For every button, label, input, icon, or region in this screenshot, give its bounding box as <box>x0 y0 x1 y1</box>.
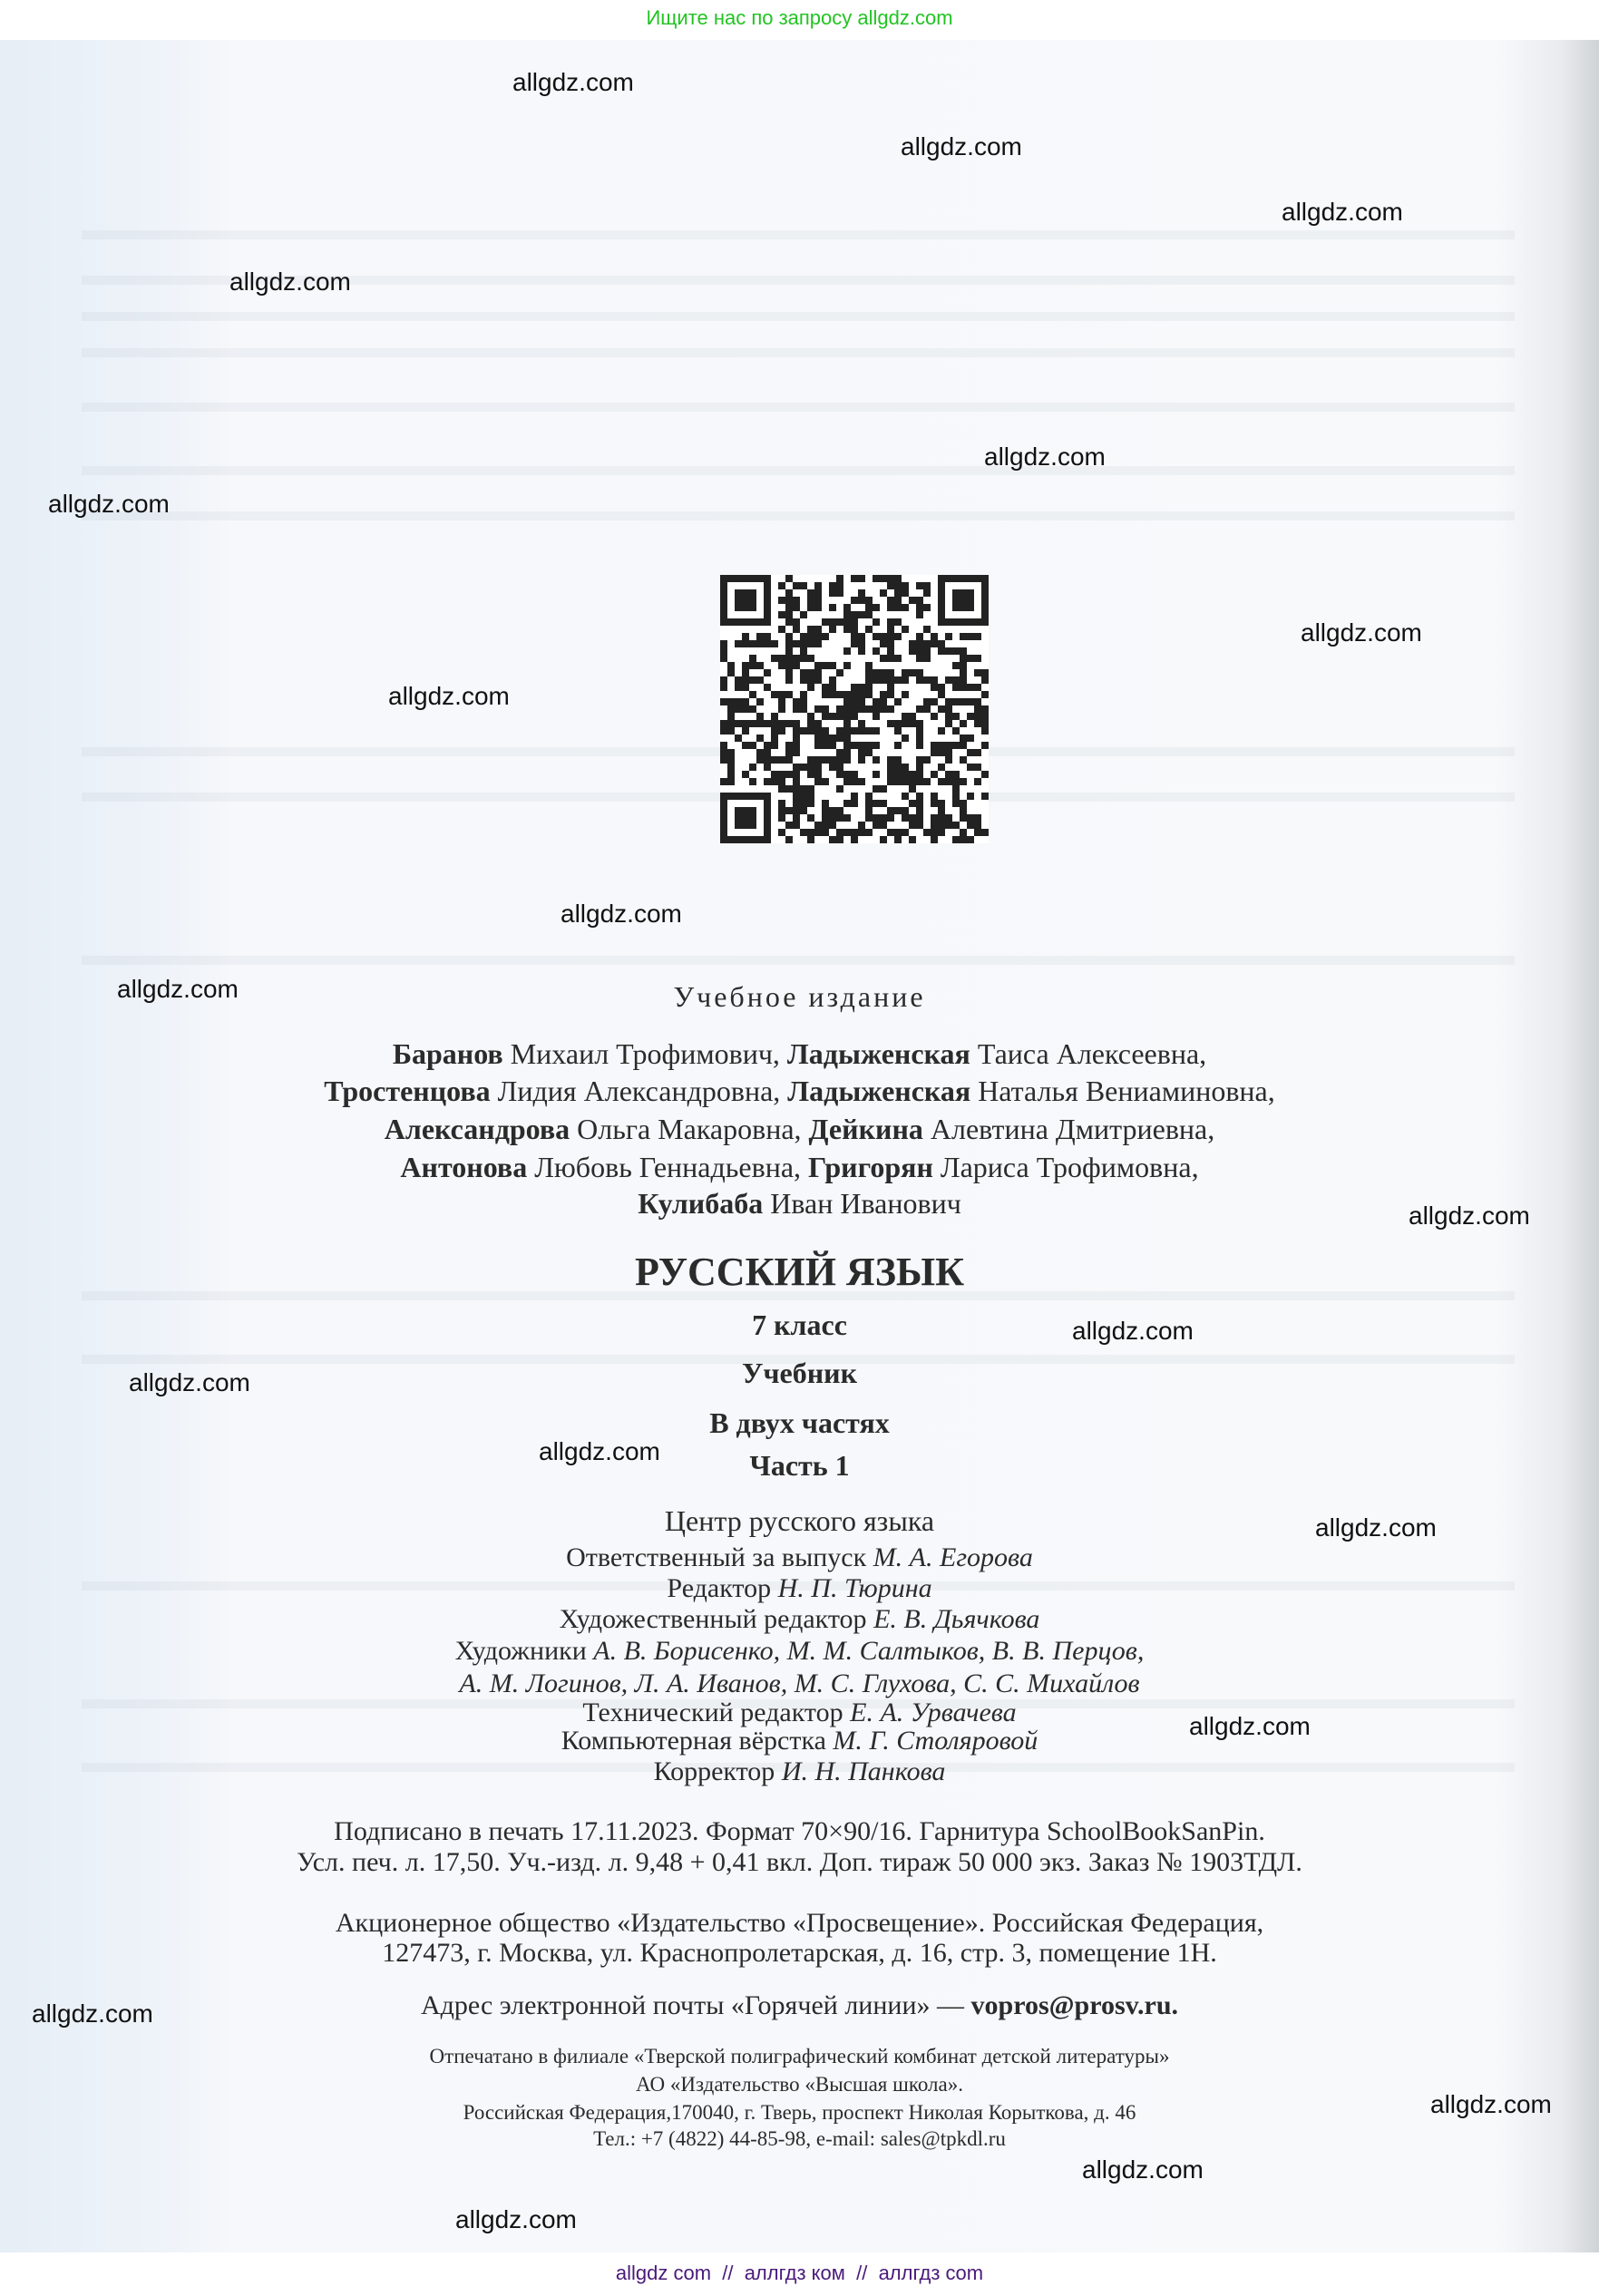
banner-text: Ищите нас по запросу allgdz.com <box>646 6 953 29</box>
watermark: allgdz.com <box>48 490 170 518</box>
watermark: allgdz.com <box>512 68 634 96</box>
author-surname: Ладыженская <box>786 1037 970 1070</box>
author-line <box>0 1036 1599 1071</box>
book-type: Учебник <box>741 1357 858 1389</box>
hotline-email: vopros@prosv.ru. <box>970 1990 1179 2020</box>
hotline-label: Адрес электронной почты «Горячей линии» — <box>420 1990 971 2020</box>
parts: В двух частях <box>709 1406 890 1439</box>
staff-role: Художественный редактор <box>559 1604 874 1634</box>
part: Часть 1 <box>749 1449 850 1482</box>
publisher-1: Акционерное общество «Издательство «Просвещение». Российская Федерация, <box>335 1908 1264 1938</box>
bottom-footer[interactable] <box>0 2252 1599 2296</box>
staff-line <box>0 1634 1599 1668</box>
staff-line <box>0 1755 1599 1789</box>
watermark: allgdz.com <box>1301 618 1422 647</box>
watermark: allgdz.com <box>1430 2090 1552 2118</box>
watermark: allgdz.com <box>455 2205 577 2233</box>
watermark: allgdz.com <box>229 268 351 296</box>
staff-name: Н. П. Тюрина <box>777 1573 932 1603</box>
staff-name: Е. В. Дьячкова <box>873 1604 1040 1634</box>
staff-role: Компьютерная вёрстка <box>561 1726 834 1756</box>
author-surname: Кулибаба <box>638 1187 764 1220</box>
book-title: РУССКИЙ ЯЗЫК <box>634 1250 965 1294</box>
staff-line <box>0 1724 1599 1758</box>
print-info-2: Усл. печ. л. 17,50. Уч.-изд. л. 9,48 + 0,41 вкл. Доп. тираж 50 000 экз. Заказ № 1903ТДЛ. <box>297 1847 1302 1877</box>
hotline <box>0 1989 1599 2023</box>
watermark: allgdz.com <box>117 975 239 1003</box>
edition-type: Учебное издание <box>673 980 926 1013</box>
center-name: Центр русского языка <box>664 1504 935 1537</box>
watermark: allgdz.com <box>1315 1513 1437 1542</box>
print-info-1: Подписано в печать 17.11.2023. Формат 70×90/16. Гарнитура SchoolBookSanPin. <box>334 1816 1265 1846</box>
grade: 7 класс <box>752 1309 847 1341</box>
author-surname: Тростенцова <box>324 1075 491 1107</box>
qr-code[interactable] <box>720 575 989 843</box>
author-given-names: Михаил Трофимович, <box>502 1037 787 1070</box>
qr-modules <box>720 575 989 843</box>
staff-role: Корректор <box>653 1756 782 1786</box>
watermark: allgdz.com <box>539 1437 660 1465</box>
author-line <box>0 1112 1599 1146</box>
printer-3: Российская Федерация,170040, г. Тверь, проспект Николая Корыткова, д. 46 <box>463 2101 1136 2124</box>
printer-1: Отпечатано в филиале «Тверской полиграфический комбинат детской литературы» <box>429 2045 1170 2067</box>
author-surname: Александрова <box>384 1113 570 1145</box>
staff-name: И. Н. Панкова <box>781 1756 946 1786</box>
author-given-names: Наталья Вениаминовна, <box>970 1075 1275 1107</box>
top-banner[interactable] <box>0 0 1599 40</box>
staff-name: М. А. Егорова <box>873 1542 1033 1572</box>
watermark: allgdz.com <box>901 132 1022 161</box>
author-given-names: Лариса Трофимовна, <box>932 1151 1199 1183</box>
publisher-2: 127473, г. Москва, ул. Краснопролетарская, д. 16, стр. 3, помещение 1Н. <box>382 1938 1217 1968</box>
staff-line <box>0 1602 1599 1637</box>
author-surname: Ладыженская <box>787 1075 971 1107</box>
staff-role: Ответственный за выпуск <box>566 1542 873 1572</box>
author-given-names: Лидия Александровна, <box>490 1075 788 1107</box>
author-line <box>0 1074 1599 1108</box>
author-given-names: Любовь Геннадьевна, <box>527 1151 809 1183</box>
watermark: allgdz.com <box>32 1999 153 2028</box>
staff-name: А. В. Борисенко, М. М. Салтыков, В. В. Перцов, <box>593 1636 1145 1666</box>
watermark: allgdz.com <box>1072 1317 1194 1345</box>
author-given-names: Алевтина Дмитриевна, <box>922 1113 1215 1145</box>
watermark: allgdz.com <box>1409 1202 1530 1230</box>
author-line <box>0 1150 1599 1184</box>
staff-name: А. М. Логинов, Л. А. Иванов, М. С. Глухова, С. С. Михайлов <box>459 1668 1140 1698</box>
staff-name: М. Г. Столяровой <box>833 1726 1038 1756</box>
author-surname: Антонова <box>400 1151 528 1183</box>
author-surname: Дейкина <box>808 1113 923 1145</box>
staff-name: Е. А. Урвачева <box>850 1698 1017 1727</box>
watermark: allgdz.com <box>1189 1712 1311 1740</box>
watermark: allgdz.com <box>129 1368 250 1396</box>
watermark: allgdz.com <box>984 443 1106 471</box>
watermark: allgdz.com <box>388 682 510 710</box>
staff-role: Редактор <box>667 1573 778 1603</box>
staff-role: Художники <box>454 1636 594 1666</box>
staff-line <box>0 1571 1599 1606</box>
author-surname: Баранов <box>392 1037 503 1070</box>
author-surname: Григорян <box>808 1151 933 1183</box>
author-given-names: Ольга Макаровна, <box>570 1113 809 1145</box>
author-line <box>0 1186 1599 1221</box>
watermark: allgdz.com <box>1082 2155 1204 2184</box>
author-given-names: Таиса Алексеевна, <box>970 1037 1207 1070</box>
author-given-names: Иван Иванович <box>763 1187 961 1220</box>
footer-text: allgdz com // аллгдз ком // аллгдз com <box>615 2262 984 2284</box>
staff-line <box>0 1541 1599 1575</box>
watermark: allgdz.com <box>561 900 682 928</box>
watermark: allgdz.com <box>1282 198 1403 226</box>
printer-4: Тел.: +7 (4822) 44-85-98, e-mail: sales@tpkdl.ru <box>593 2127 1006 2150</box>
printer-2: АО «Издательство «Высшая школа». <box>636 2073 963 2096</box>
staff-role: Технический редактор <box>582 1698 851 1727</box>
